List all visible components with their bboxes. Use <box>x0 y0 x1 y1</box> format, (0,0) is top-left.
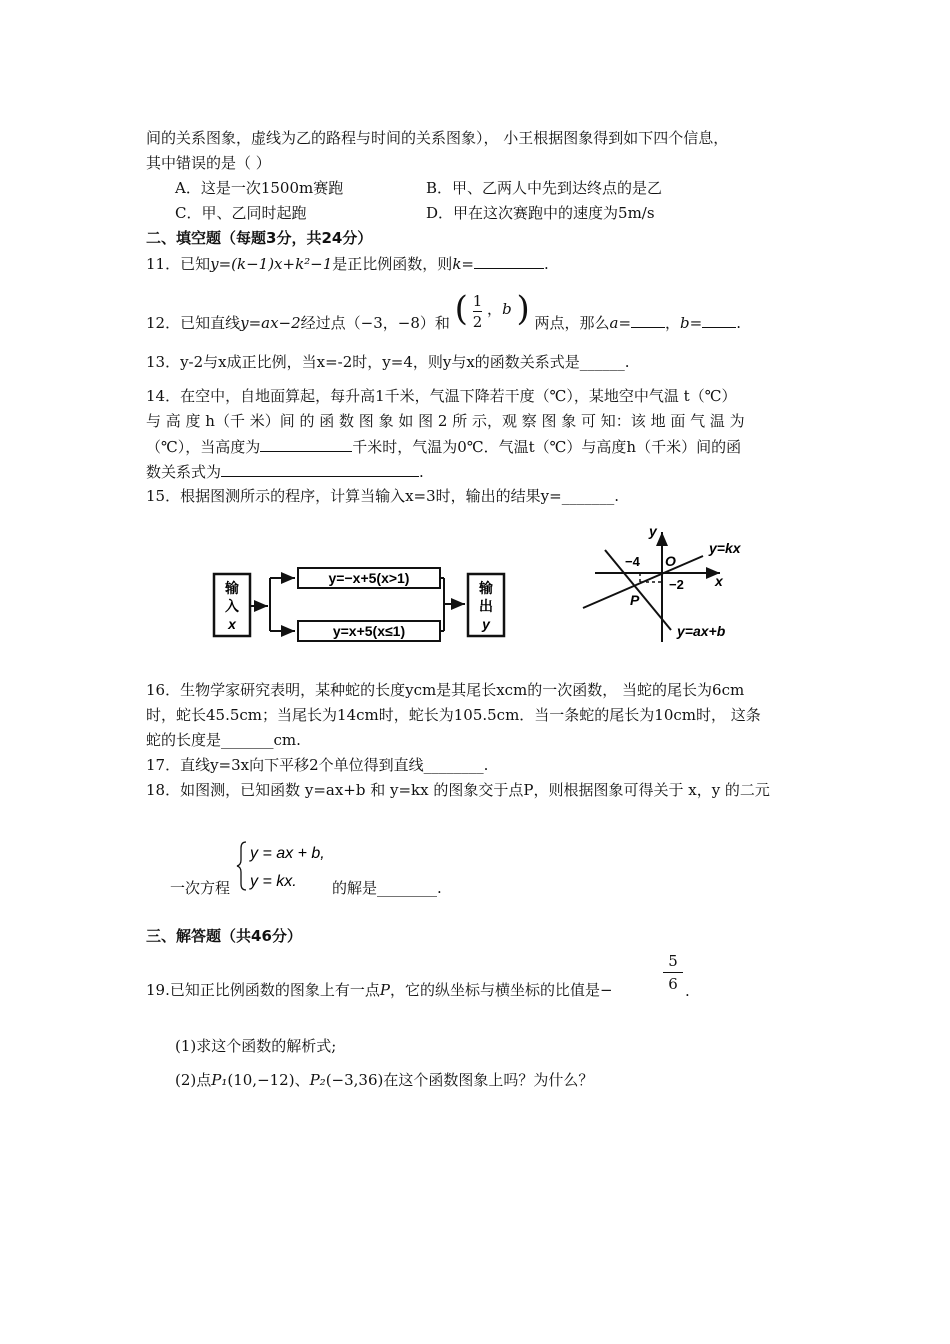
q18-eq2: y = kx. <box>250 873 297 890</box>
q12-a-blank[interactable] <box>631 312 665 328</box>
q16-line3: 蛇的长度是_______cm. <box>146 731 301 749</box>
q14-line3b: 千米时，气温为0℃．气温 <box>352 438 529 456</box>
q12: 12．已知直线y=ax−2经过点（−3，−8）和 ( $\frac{1}{2}$ ，b ) 两点，那么a= ，b= . <box>146 276 741 336</box>
q18-eq1: y = ax + b, <box>250 845 325 862</box>
q12-b-blank[interactable] <box>702 312 736 328</box>
flow-output-1: 输 <box>479 580 493 596</box>
q12-expr: y=ax−2 <box>240 314 301 332</box>
flow-input-2: 入 <box>225 598 239 614</box>
q19-frac-num: 5 <box>663 950 683 973</box>
q11-pre: 11．已知 <box>146 255 211 273</box>
q10-option-b: B．甲、乙两人中先到达终点的是乙 <box>426 179 663 197</box>
q12-post: 两点，那么 <box>534 314 610 332</box>
q11-k: k= <box>452 255 474 273</box>
q19-part2 <box>175 1070 593 1090</box>
q12-frac-num: 1 <box>472 292 483 310</box>
q14-formula-blank[interactable] <box>221 461 419 477</box>
q19-p1: P₁ <box>211 1071 228 1089</box>
line-axb-label: y=ax+b <box>677 623 726 639</box>
minus4-label: −4 <box>625 554 640 569</box>
flow-output-3: y <box>482 616 490 632</box>
q14-line3 <box>146 436 741 457</box>
q10-line2: 其中错误的是（ ） <box>146 154 271 172</box>
x-axis-label: x <box>715 573 723 589</box>
q12-b-label: b= <box>680 314 703 332</box>
q19-part2-pre: (2)点 <box>175 1071 212 1089</box>
q19-p: P <box>379 981 390 999</box>
q12-fraction <box>473 291 483 332</box>
origin-label: O <box>665 553 676 569</box>
flow-output-2: 出 <box>479 598 493 614</box>
q14-line4b: . <box>419 463 424 481</box>
q19-line <box>146 980 613 1000</box>
section2-title: 二、填空题（每题3分，共24分） <box>146 229 373 247</box>
q12-a-label: a= <box>609 314 632 332</box>
q19-part1: (1)求这个函数的解析式; <box>175 1037 337 1055</box>
flow-top-label: y=−x+5(x>1) <box>328 570 410 586</box>
flow-input-1: 输 <box>225 580 239 596</box>
q19-p2: P₂ <box>309 1071 326 1089</box>
q12-lparen: ( <box>454 289 468 329</box>
q19-p1-coord: (10,−12)、 <box>227 1071 310 1089</box>
q12-pre: 12．已知直线 <box>146 314 241 332</box>
y-axis-label: y <box>649 523 657 539</box>
q12-end: . <box>736 314 741 332</box>
q12-rparen: ) <box>516 289 530 329</box>
q11-mid: 是正比例函数，则 <box>332 255 453 273</box>
q10-option-d: D．甲在这次赛跑中的速度为5m/s <box>426 204 655 222</box>
q11 <box>146 253 549 274</box>
section3-title: 三、解答题（共46分） <box>146 927 302 945</box>
q19-frac-den: 6 <box>668 975 678 993</box>
q11-expr: y=(k−1)x+k²−1 <box>210 255 333 273</box>
flow-bottom-label: y=x+5(x≤1) <box>332 623 406 639</box>
flow-input-3: x <box>228 616 236 632</box>
q12-frac-den: 2 <box>472 313 483 331</box>
q19-text: 19.已知正比例函数的图象上有一点 <box>146 981 380 999</box>
q14-line3a: （℃），当高度为 <box>146 438 261 456</box>
minus2-label: −2 <box>669 577 684 592</box>
q14-line1: 14．在空中，自地面算起，每升高1千米，气温下降若干度（℃），某地空中气温 t（℃） <box>146 387 737 405</box>
q10-option-c: C．甲、乙同时起跑 <box>175 204 307 222</box>
q13: 13．y-2与x成正比例，当x=-2时，y=4，则y与x的函数关系式是______. <box>146 353 630 371</box>
point-p-label: P <box>630 592 640 608</box>
q10-line1: 间的关系图象，虚线为乙的路程与时间的关系图象）， 小王根据图象得到如下四个信息， <box>146 129 729 147</box>
q18-line1: 18．如图测，已知函数 y=ax+b 和 y=kx 的图象交于点P，则根据图象可得关于 x，y 的二元 <box>146 781 770 799</box>
intersection-graph <box>575 520 775 645</box>
q19-end: . <box>685 982 690 1000</box>
line-kx-label: y=kx <box>709 540 741 556</box>
q11-blank[interactable] <box>474 253 544 269</box>
q19-p2-coord: (−3,36)在这个函数图象上吗？为什么？ <box>325 1071 594 1089</box>
q17: 17．直线y=3x向下平移2个单位得到直线________. <box>146 756 489 774</box>
q12-mid: 经过点（−3，−8）和 <box>300 314 450 332</box>
q14-line3c: t（℃）与高度 <box>528 438 627 456</box>
q18-pre: 一次方程 <box>170 879 231 897</box>
q14-line3d: h（千米）间的函 <box>626 438 742 456</box>
flow-chart <box>210 565 510 645</box>
q19-fraction <box>663 950 683 995</box>
q14-height-blank[interactable] <box>260 436 352 452</box>
q18-system-brace <box>236 836 331 896</box>
q11-end: . <box>543 255 549 273</box>
q18-post: 的解是________. <box>332 879 442 897</box>
q14-line4a: 数关系式为 <box>146 463 222 481</box>
q15: 15．根据图测所示的程序，计算当输入x=3时，输出的结果y=_______. <box>146 487 619 505</box>
q12-b: b <box>502 300 512 318</box>
q19-text2: ，它的纵坐标与横坐标的比值是− <box>389 981 613 999</box>
q14-line2: 与 高 度 h（千 米）间 的 函 数 图 象 如 图 2 所 示，观 察 图 象 可 知：该 地 面 气 温 为 <box>146 412 745 430</box>
q16-line2: 时，蛇长45.5cm；当尾长为14cm时，蛇长为105.5cm．当一条蛇的尾长为10cm时， 这条 <box>146 706 761 724</box>
q16-line1: 16．生物学家研究表明，某种蛇的长度ycm是其尾长xcm的一次函数， 当蛇的尾长为6cm <box>146 681 745 699</box>
q10-option-a: A．这是一次1500m赛跑 <box>175 179 344 197</box>
q14-line4 <box>146 461 424 482</box>
